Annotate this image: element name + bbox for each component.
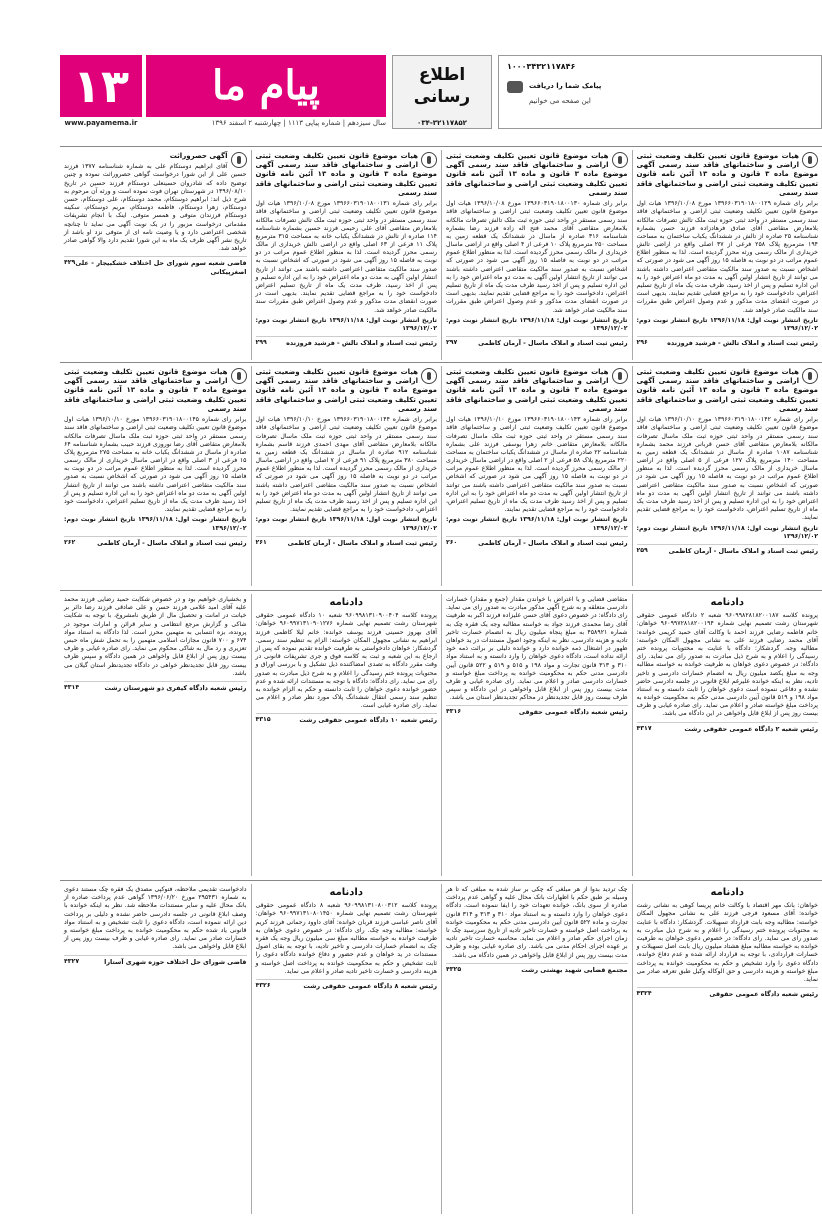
judiciary-emblem-icon	[421, 152, 437, 168]
notice-footer	[64, 256, 247, 276]
notice-code: ۴۳۲۷	[64, 957, 80, 965]
row1-notice	[441, 150, 632, 360]
notice-footer	[446, 536, 628, 547]
notice-code: ۲۶۰	[446, 538, 458, 546]
notice-code: ۴۳۱۴	[64, 683, 80, 691]
notice-code: ۴۳۲۶	[255, 981, 271, 989]
row3-notice	[251, 594, 442, 876]
row2-notice	[60, 366, 251, 586]
row4-notice	[251, 884, 442, 1214]
notice-body: آقای ابراهیم دوستکام علی به شماره شناسنامه ۱۳۷۷ فرزند حسین علی از این شورا درخواست گواهی حصروراثت نموده و چنین توضیح داده که شادروان حسینعلی دوستکام فرزند حسین در تاریخ ۱۳۹۶/۰۸/۱۰ در شهرستان تهران فوت نموده است و ورثه آن مرحوم به شرح ذیل اند: ابراهیم دوستکام، محمد دوستکام، علی دوستکام، حسن دوستکام، زهرا دوستکام، فاطمه دوستکام، مریم دوستکام، سکینه دوستکام فرزندان متوفی و همسر متوفی. اینک با انجام تشریفات مقدماتی درخواست مزبور را در یک نوبت آگهی می نماید تا چنانچه شخصی اعتراضی دارد و یا وصیت نامه ای از متوفی نزد او باشد از تاریخ نشر آگهی ظرف یک ماه به این شورا تقدیم دارد والا گواهی صادر خواهد شد.	[64, 163, 247, 253]
signatory: رئیس ثبت اسناد و املاک تالش - فرشید فروزنده	[286, 339, 437, 348]
publish-dates: تاریخ انتشار نوبت اول: ۱۳۹۶/۱۱/۱۸ تاریخ انتشار نوبت دوم: ۱۳۹۶/۱۲/۰۲	[636, 316, 818, 332]
signatory: رئیس شعبه ۱۰ دادگاه عمومی حقوقی رشت	[299, 716, 437, 725]
divider	[60, 146, 822, 147]
signatory: رئیس ثبت اسناد و املاک ماسال - آرمان کاظمی	[478, 339, 628, 348]
newspaper-logo: پیام ما	[146, 55, 386, 117]
signatory: رئیس شعبه دادگاه عمومی حقوقی	[709, 990, 818, 999]
notice-footer	[256, 713, 438, 724]
sms-line	[507, 81, 813, 93]
notice-title: هیات موضوع قانون تعیین تکلیف وضعیت ثبتی اراضی و ساختمانهای فاقد سند رسمی آگهی موضوع ماده ۳ قانون و ماده ۱۳ آئین نامه قانون تعیین تکلیف وضعیت ثبتی اراضی و ساختمانهای فاقد سند رسمی	[255, 152, 437, 197]
judiciary-emblem-icon	[421, 368, 437, 384]
row2-notice	[441, 366, 632, 586]
signatory: رئیس ثبت اسناد و املاک ماسال - آرمان کاظمی	[668, 546, 818, 555]
page-number: ۱۳	[60, 55, 142, 117]
sms-subtitle: این صفحه می خوانیم	[529, 96, 591, 105]
notice-body: برابر رای شماره ۱۳۹۶۶۰۳۱۹۰۱۸۰۰۱۳۰ مورخ ۱۳۹۶/۱۰/۰۸ هیات اول موضوع قانون تعیین تکلیف وضعیت ثبتی اراضی و ساختمانهای فاقد سند رسمی مستقر در واحد ثبتی حوزه ثبت ملک تالش تصرفات مالکانه بلامعارض متقاضی آقای محمد فتح اله زاده فرزند رضا بشماره شناسنامه ۳۱۶ صادره از ماسال در ششدانگ یک قطعه زمین به مساحت ۲۵۰ مترمربع پلاک ۱۰ فرعی از ۴ اصلی واقع در اراضی ماسال خریداری از مالک رسمی محرز گردیده است. لذا به منظور اطلاع عموم مراتب در دو نوبت به فاصله ۱۵ روز آگهی می شود در صورتی که اشخاص نسبت به صدور سند مالکیت متقاضی اعتراضی داشته باشند می توانند از تاریخ انتشار اولین آگهی به مدت دو ماه اعتراض خود را به این اداره تسلیم و پس از اخذ رسید ظرف مدت یک ماه از تاریخ تسلیم اعتراض، دادخواست خود را به مراجع قضایی تقدیم نمایند. بدیهی است در صورت انقضای مدت مذکور و عدم وصول اعتراض طبق مقررات سند مالکیت صادر خواهد شد.	[446, 200, 628, 314]
notice-heading: دادنامه	[710, 597, 744, 608]
notice-footer	[256, 979, 438, 990]
row1-notice	[632, 150, 822, 360]
notice-footer	[256, 336, 438, 347]
notice-body: برابر رای شماره ۱۳۹۶۶۰۳۱۹۰۱۸۰۰۱۴۴ مورخ ۱۳۹۶/۱۰/۱۰ هیات اول موضوع قانون تعیین تکلیف وضعیت ثبتی اراضی و ساختمانهای فاقد سند رسمی مستقر در واحد ثبتی حوزه ثبت ملک ماسال تصرفات مالکانه بلامعارض متقاضی آقای مهدی احمدی فرزند قاسم بشماره شناسنامه ۹۱۲ صادره از ماسال در ششدانگ یک قطعه زمین به مساحت ۳۸۰ مترمربع پلاک ۹۱ فرعی از ۷ اصلی واقع در اراضی ماسال خریداری از مالک رسمی محرز گردیده است. لذا به منظور اطلاع عموم مراتب در دو نوبت به فاصله ۱۵ روز آگهی می شود در صورتی که اشخاص نسبت به صدور سند مالکیت متقاضی اعتراضی داشته باشند می توانند از تاریخ انتشار اولین آگهی به مدت دو ماه اعتراض خود را به این اداره تسلیم و پس از اخذ رسید ظرف مدت یک ماه از تاریخ تسلیم اعتراض، دادخواست خود را به مراجع قضایی تقدیم نمایند.	[255, 416, 437, 514]
judiciary-emblem-icon	[802, 368, 818, 384]
notice-body: برابر رای شماره ۱۳۹۶۶۰۳۱۹۰۱۸۰۰۱۳۱ مورخ ۱۳۹۶/۱۰/۰۸ هیات اول موضوع قانون تعیین تکلیف وضعیت ثبتی اراضی و ساختمانهای فاقد سند رسمی مستقر در واحد ثبتی حوزه ثبت ملک تالش تصرفات مالکانه بلامعارض متقاضی آقای علی رحیمی فرزند حسین بشماره شناسنامه ۱۱۴ صادره از تالش در ششدانگ یکباب خانه به مساحت ۳۱۵ مترمربع پلاک ۱۱ فرعی از ۶۳ اصلی واقع در اراضی تالش خریداری از مالک رسمی محرز گردیده است. لذا به منظور اطلاع عموم مراتب در دو نوبت به فاصله ۱۵ روز آگهی می شود در صورتی که اشخاص نسبت به صدور سند مالکیت متقاضی اعتراضی داشته باشند می توانند از تاریخ انتشار اولین آگهی به مدت دو ماه اعتراض خود را به این اداره تسلیم و پس از اخذ رسید، ظرف مدت یک ماه از تاریخ تسلیم اعتراض دادخواست خود را به مراجع قضایی تقدیم نمایند. بدیهی است در صورت انقضای مدت مذکور و عدم وصول اعتراض طبق مقررات سند مالکیت صادر خواهد شد.	[255, 200, 437, 314]
row1-notice	[60, 150, 251, 360]
notice-title: هیات موضوع قانون تعیین تکلیف وضعیت ثبتی اراضی و ساختمانهای فاقد سند رسمی آگهی موضوع ماده ۳ قانون و ماده ۱۳ آئین نامه قانون تعیین تکلیف وضعیت ثبتی اراضی و ساختمانهای فاقد سند رسمی	[636, 152, 818, 197]
notice-code: ۲۹۷	[446, 339, 458, 347]
message-icon	[507, 81, 523, 93]
signatory: مجتمع قضایی شهید بهشتی رشت	[521, 965, 628, 974]
signatory: رئیس شعبه ۸ دادگاه عمومی حقوقی رشت	[303, 981, 437, 990]
notice-code: ۴۳۲۴	[636, 990, 652, 998]
notice-code: ۲۹۹	[255, 339, 267, 347]
signatory: رئیس شعبه ۲ دادگاه عمومی حقوقی رشت	[684, 724, 818, 733]
notice-title: هیات موضوع قانون تعیین تکلیف وضعیت ثبتی اراضی و ساختمانهای فاقد سند رسمی آگهی موضوع ماده ۳ قانون و ماده ۱۳ آئین نامه قانون تعیین تکلیف وضعیت ثبتی اراضی و ساختمانهای فاقد سند رسمی	[636, 368, 818, 413]
judiciary-emblem-icon	[802, 152, 818, 168]
signatory: رئیس شعبه دادگاه عمومی حقوقی	[518, 708, 628, 717]
sms-label: پیامک شما را دریافت	[529, 81, 602, 90]
notice-heading: دادنامه	[710, 887, 744, 898]
notice-code: ۴۳۱۶	[446, 708, 462, 716]
notice-body: خواهان: بانک مهر اقتصاد با وکالت خانم پریسا کوهی به نشانی رشت خوانده: آقای مسعود فرجی فرزند علی به نشانی مجهول المکان خواسته: مطالبه وجه بابت قرارداد تسهیلات. گردشکار: دادگاه با عنایت به محتویات پرونده ختم رسیدگی را اعلام و به شرح ذیل مبادرت به صدور رای می نماید. رای دادگاه: در خصوص دعوی خواهان به طرفیت خوانده به خواسته مطالبه مبلغ هشتاد میلیون ریال بابت اصل تسهیلات و خسارات قراردادی، با توجه به قرارداد ارائه شده و عدم دفاع خوانده، دادگاه دعوی را وارد تشخیص و حکم به محکومیت خوانده به پرداخت مبلغ خواسته و هزینه دادرسی و حق الوکاله وکیل طبق تعرفه صادر می نماید.	[636, 902, 818, 983]
notice-code: ۲۶۲	[64, 538, 76, 546]
signatory: رئیس ثبت اسناد و املاک ماسال - آرمان کاظمی	[97, 538, 247, 547]
notice-heading: دادنامه	[329, 887, 363, 898]
notice-footer	[446, 336, 628, 347]
divider	[60, 880, 822, 881]
signatory: رئیس ثبت اسناد و املاک ماسال - آرمان کاظمی	[478, 538, 628, 547]
notice-title: هیات موضوع قانون تعیین تکلیف وضعیت ثبتی اراضی و ساختمانهای فاقد سند رسمی آگهی موضوع ماده ۳ قانون و ماده ۱۳ آئین نامه قانون تعیین تکلیف وضعیت ثبتی اراضی و ساختمانهای فاقد سند رسمی	[446, 152, 628, 197]
notices-row-1	[60, 150, 822, 360]
notice-title: هیات موضوع قانون تعیین تکلیف وضعیت ثبتی اراضی و ساختمانهای فاقد سند رسمی آگهی موضوع ماده ۳ قانون و ماده ۱۳ آئین نامه قانون تعیین تکلیف وضعیت ثبتی اراضی و ساختمانهای فاقد سند رسمی	[64, 368, 247, 413]
publish-dates: تاریخ انتشار نوبت اول: ۱۳۹۶/۱۱/۱۸ تاریخ انتشار نوبت دوم: ۱۳۹۶/۱۲/۰۲	[446, 516, 628, 532]
row4-notice	[441, 884, 632, 1214]
notices-row-2	[60, 366, 822, 586]
notice-code: ۴۲۹	[64, 259, 76, 267]
row3-notice	[441, 594, 632, 876]
row4-notice	[632, 884, 822, 1214]
notice-footer	[446, 963, 628, 974]
publish-dates: تاریخ انتشار نوبت اول: ۱۳۹۶/۱۱/۱۸ تاریخ انتشار نوبت دوم: ۱۳۹۶/۱۲/۰۲	[255, 516, 437, 532]
notice-body: برابر رای شماره ۱۳۹۶۶۰۳۱۹۰۱۸۰۰۱۴۲ مورخ ۱۳۹۶/۱۰/۱۰ هیات اول موضوع قانون تعیین تکلیف وضعیت ثبتی اراضی و ساختمانهای فاقد سند رسمی مستقر در واحد ثبتی حوزه ثبت ملک ماسال تصرفات مالکانه بلامعارض متقاضی آقای حسن قربانی فرزند محمد بشماره شناسنامه ۱۰۸۷ صادره از ماسال در ششدانگ یک قطعه زمین به مساحت ۱۴۰ مترمربع پلاک ۱۲۷ فرعی از ۵ اصلی واقع در اراضی ماسال خریداری از مالک رسمی محرز گردیده است. لذا به منظور اطلاع عموم مراتب در دو نوبت به فاصله ۱۵ روز آگهی می شود در صورتی که اشخاص نسبت به صدور سند مالکیت متقاضی اعتراضی داشته باشند می توانند از تاریخ انتشار اولین آگهی به مدت دو ماه اعتراض خود را به این اداره تسلیم و پس از اخذ رسید ظرف مدت یک ماه از تاریخ تسلیم اعتراض، دادخواست خود را به مراجع قضایی تقدیم نمایند.	[636, 416, 818, 522]
notice-footer	[637, 336, 819, 347]
notice-body: برابر رای شماره ۱۳۹۶۶۰۳۱۹۰۱۸۰۰۱۴۳ مورخ ۱۳۹۶/۱۰/۱۰ هیات اول موضوع قانون تعیین تکلیف وضعیت ثبتی اراضی و ساختمانهای فاقد سند رسمی مستقر در واحد ثبتی حوزه ثبت ملک ماسال تصرفات مالکانه بلامعارض متقاضی خانم زهرا یوسفی فرزند علی بشماره شناسنامه ۲۲ صادره از ماسال در ششدانگ یکباب ساختمان به مساحت ۲۲۰ مترمربع پلاک ۵۸ فرعی از ۲ اصلی واقع در اراضی ماسال خریداری از مالک رسمی محرز گردیده است. لذا به منظور اطلاع عموم مراتب در دو نوبت به فاصله ۱۵ روز آگهی می شود در صورتی که اشخاص نسبت به صدور سند مالکیت متقاضی اعتراضی داشته باشند می توانند از تاریخ انتشار اولین آگهی به مدت دو ماه اعتراض خود را به این اداره تسلیم و پس از اخذ رسید ظرف مدت یک ماه از تاریخ تسلیم اعتراض، دادخواست خود را به مراجع قضایی تقدیم نمایند.	[446, 416, 628, 514]
page-header	[60, 55, 822, 130]
signatory: قاضی شورای حل اختلاف حوزه شهری آستارا	[104, 957, 247, 966]
sms-box	[498, 55, 822, 129]
publish-dates: تاریخ انتشار نوبت اول: ۱۳۹۶/۱۱/۱۸ تاریخ انتشار نوبت دوم: ۱۳۹۶/۱۲/۰۲	[446, 316, 628, 332]
row1-notice	[251, 150, 442, 360]
notice-body: برابر رای شماره ۱۳۹۶۶۰۳۱۹۰۱۸۰۰۱۴۵ مورخ ۱۳۹۶/۱۰/۱۰ هیات اول موضوع قانون تعیین تکلیف وضعیت ثبتی اراضی و ساختمانهای فاقد سند رسمی مستقر در واحد ثبتی حوزه ثبت ملک ماسال تصرفات مالکانه بلامعارض متقاضی آقای رضا نوروزی فرزند حبیب بشماره شناسنامه ۶۴ صادره از ماسال در ششدانگ یکباب خانه به مساحت ۲۷۵ مترمربع پلاک ۱۵ فرعی از ۳ اصلی واقع در اراضی ماسال خریداری از مالک رسمی محرز گردیده است. لذا به منظور اطلاع عموم مراتب در دو نوبت به فاصله ۱۵ روز آگهی می شود در صورتی که اشخاص نسبت به صدور سند مالکیت متقاضی اعتراضی داشته باشند می توانند از تاریخ انتشار اولین آگهی به مدت دو ماه اعتراض خود را به این اداره تسلیم و پس از اخذ رسید ظرف مدت یک ماه از تاریخ تسلیم اعتراض، دادخواست خود را به مراجع قضایی تقدیم نمایند.	[64, 416, 247, 514]
notice-code: ۴۳۲۵	[446, 965, 462, 973]
judiciary-emblem-icon	[612, 368, 628, 384]
row2-notice	[632, 366, 822, 586]
notice-body: برابر رای شماره ۱۳۹۶۶۰۳۱۹۰۱۸۰۰۱۲۹ مورخ ۱۳۹۶/۱۰/۰۸ هیات اول موضوع قانون تعیین تکلیف وضعیت ثبتی اراضی و ساختمانهای فاقد سند رسمی مستقر در واحد ثبتی حوزه ثبت ملک تالش تصرفات مالکانه بلامعارض متقاضی آقای صادق فرهادزاده فرزند حسن بشماره شناسنامه ۲۵ صادره از تالش در ششدانگ یکباب ساختمان به مساحت ۱۹۴ مترمربع پلاک ۲۵۸ فرعی از ۳۷ اصلی واقع در اراضی تالش خریداری از مالک رسمی ورثه محرز گردیده است. لذا به منظور اطلاع عموم مراتب در دو نوبت به فاصله ۱۵ روز آگهی می شود در صورتی که اشخاص نسبت به صدور سند مالکیت متقاضی اعتراضی داشته باشند می توانند از تاریخ انتشار اولین آگهی به مدت دو ماه اعتراض خود را به این اداره تسلیم و پس از اخذ رسید، ظرف مدت یک ماه از تاریخ تسلیم اعتراض، دادخواست خود را به مراجع قضایی تقدیم نمایند. بدیهی است در صورت انقضای مدت مذکور و عدم وصول اعتراض طبق مقررات سند مالکیت صادر خواهد شد.	[636, 200, 819, 314]
judiciary-emblem-icon	[231, 368, 247, 384]
publish-dates: تاریخ انتشار نوبت اول: ۱۳۹۶/۱۱/۱۸ تاریخ انتشار نوبت دوم: ۱۳۹۶/۱۲/۰۲	[255, 316, 437, 332]
divider	[60, 362, 822, 363]
sms-number: ۱۰۰۰۳۴۳۲۱۱۷۸۴۶	[507, 62, 576, 71]
ettelaat-title: اطلاع رسانی	[413, 65, 471, 108]
notice-body: پرونده کلاسه ۹۶۰۹۹۸۱۳۱۰۹۰۰۴۰۴ شعبه ۱۰ دادگاه عمومی حقوقی شهرستان رشت تصمیم نهایی شماره ۹۶۰۹۹۷۱۳۱۰۹۰۱۲۷۶ خواهان: آقای بهروز حسینی فرزند یوسف خوانده: خانم لیلا کاظمی فرزند ابراهیم به نشانی مجهول المکان خواسته: الزام به تنظیم سند رسمی. گردشکار: خواهان دادخواستی به طرفیت خوانده تقدیم نموده که پس از ارجاع به این شعبه و ثبت به کلاسه فوق و جری تشریفات قانونی در وقت مقرر دادگاه به تصدی امضاکننده ذیل تشکیل و با بررسی اوراق و محتویات پرونده ختم رسیدگی را اعلام و به شرح ذیل مبادرت به صدور رای می نماید. رای دادگاه: دادگاه با توجه به مستندات ارائه شده و عدم حضور خوانده دعوی خواهان را ثابت دانسته و حکم به الزام خوانده به تنظیم سند رسمی انتقال ششدانگ پلاک مورد نظر صادر و اعلام می نماید. رای صادره غیابی است.	[255, 612, 437, 710]
signatory: قاضی شعبه سوم شورای حل اختلاف خشکبیجار - علی اصغرپیکانی	[75, 259, 247, 276]
notice-heading: دادنامه	[329, 597, 363, 608]
notice-code: ۲۵۹	[636, 546, 648, 554]
ettelaat-phone: ۰۳۴-۳۲۱۱۷۸۵۲	[417, 118, 467, 127]
judiciary-emblem-icon	[612, 152, 628, 168]
notice-body: دادخواست تقدیمی ملاحظه، فتوکپی مصدق یک فقره چک مستند دعوی به شماره ۲۹۵۴۳۱ مورخ ۱۳۹۶/۰۶/۲۰ گواهی عدم پرداخت صادره از بانک محال علیه و سایر مستندات ملاحظه شد. نظر به اینکه خوانده با وصف ابلاغ قانونی در جلسه دادرسی حاضر نشده و دلیلی بر پرداخت دین ارائه ننموده است، دادگاه دعوی را ثابت تشخیص و به استناد مواد قانونی یاد شده حکم به محکومیت خوانده به پرداخت مبلغ خواسته و خسارات صادر می نماید. رای صادره غیابی و ظرف بیست روز پس از ابلاغ قابل واخواهی می باشد.	[64, 886, 247, 951]
notice-code: ۲۹۶	[636, 339, 648, 347]
row4-notice	[60, 884, 251, 1214]
rulings-row-3	[60, 594, 822, 876]
notice-footer	[64, 955, 247, 966]
notice-body: و بخشیاری خواهیم بود و در خصوص شکایت حمید رضایی فرزند محمد علیه آقای امید غلامی فرزند حسن و علی صادقی فرزند رضا دائر بر خیانت در امانت و تحصیل مال از طریق نامشروع، با توجه به شکایت شاکی و گزارش مرجع انتظامی و سایر قرائن و امارات موجود در پرونده، بزه انتسابی به متهمین محرز است. لذا دادگاه به استناد مواد ۶۷۴ و ۷۰۰ قانون مجازات اسلامی متهمین را به تحمل شش ماه حبس تعزیری و رد مال به شاکی محکوم می نماید. رای صادره غیابی و ظرف بیست روز پس از ابلاغ قابل واخواهی در همین دادگاه و سپس ظرف بیست روز قابل تجدیدنظر خواهی در دادگاه تجدیدنظر استان گیلان می باشد.	[64, 596, 247, 677]
notice-footer	[64, 681, 247, 692]
notice-body: متقاضی قضایی و یا اعتراض با خواندن مقدار (جمع و مقدار) خسارات دادرسی متعلقه و به شرح آگهی مذکور مبادرت به صدور رای می نماید. رای دادگاه: در خصوص دعوی آقای حسن علیزاده فرزند اکبر به طرفیت آقای رضا محمدی فرزند جواد به خواسته مطالبه وجه یک فقره چک به شماره ۴۵۸۹۲۱ به مبلغ پنجاه میلیون ریال به انضمام خسارت تاخیر تادیه و هزینه دادرسی، نظر به اینکه وجود اصول مستندات در ید خواهان ظهور در اشتغال ذمه خوانده دارد و خوانده دلیلی بر برائت ذمه خود ارائه نداده است، دادگاه دعوی خواهان را وارد دانسته و به استناد مواد ۳۱۰ و ۳۱۳ قانون تجارت و مواد ۱۹۸ و ۵۱۵ و ۵۱۹ و ۵۲۲ قانون آیین دادرسی مدنی حکم به محکومیت خوانده به پرداخت مبلغ خواسته و خسارات دادرسی صادر و اعلام می نماید. رای صادره غیابی و ظرف مدت بیست روز پس از ابلاغ قابل واخواهی در این دادگاه و سپس ظرف بیست روز قابل تجدیدنظر در محاکم تجدیدنظر استان می باشد.	[446, 596, 628, 702]
signatory: رئیس ثبت اسناد و املاک تالش - فرشید فروزنده	[667, 339, 818, 348]
notice-footer	[637, 987, 819, 998]
signatory: رئیس شعبه دادگاه کیفری دو شهرستان رشت	[104, 683, 247, 692]
notice-title: هیات موضوع قانون تعیین تکلیف وضعیت ثبتی اراضی و ساختمانهای فاقد سند رسمی آگهی موضوع ماده ۳ قانون و ماده ۱۳ آئین نامه قانون تعیین تکلیف وضعیت ثبتی اراضی و ساختمانهای فاقد سند رسمی	[446, 368, 628, 413]
publish-dates: تاریخ انتشار نوبت اول: ۱۳۹۶/۱۱/۱۸ تاریخ انتشار نوبت دوم: ۱۳۹۶/۱۲/۰۲	[64, 516, 247, 532]
notice-code: ۴۳۱۵	[255, 716, 271, 724]
rulings-row-4	[60, 884, 822, 1214]
row3-notice	[60, 594, 251, 876]
issue-line: سال سیزدهم | شماره پیاپی ۱۱۱۳ | چهارشنبه ۲ اسفند ۱۳۹۶	[211, 119, 386, 127]
notice-title: هیات موضوع قانون تعیین تکلیف وضعیت ثبتی اراضی و ساختمانهای فاقد سند رسمی آگهی موضوع ماده ۳ قانون و ماده ۱۳ آئین نامه قانون تعیین تکلیف وضعیت ثبتی اراضی و ساختمانهای فاقد سند رسمی	[255, 368, 437, 413]
notice-body: پرونده کلاسه ۹۶۰۹۹۸۲۸۱۸۲۰۰۱۸۷ شعبه ۲ دادگاه عمومی حقوقی شهرستان رشت تصمیم نهایی شماره ۹۶۰۹۹۷۲۸۱۸۲۰۰۱۹۴ خواهان: خانم فاطمه رضایی فرزند احمد با وکالت آقای حمید کریمی خوانده: آقای محمد رضایی فرزند علی به نشانی مجهول المکان خواسته: مطالبه وجه. گردشکار: دادگاه با عنایت به محتویات پرونده ختم رسیدگی را اعلام و به شرح ذیل مبادرت به صدور رای می نماید. رای دادگاه: در خصوص دعوی خواهان به طرفیت خوانده به خواسته مطالبه وجه به مبلغ یکصد میلیون ریال به انضمام خسارات دادرسی و تاخیر تادیه، نظر به اینکه خوانده علیرغم ابلاغ قانونی در جلسه دادرسی حاضر نشده و دفاعی ننموده است دعوی خواهان را ثابت دانسته و به استناد مواد ۱۹۸ و ۵۱۹ قانون آیین دادرسی مدنی حکم به محکومیت خوانده به پرداخت مبلغ خواسته صادر و اعلام می نماید. رای صادره غیابی و ظرف بیست روز پس از ابلاغ قابل واخواهی در این دادگاه می باشد.	[636, 612, 818, 718]
notice-footer	[446, 705, 628, 716]
notice-code: ۲۶۱	[255, 538, 267, 546]
notice-footer	[256, 536, 438, 547]
website-url[interactable]: www.payamema.ir	[64, 119, 138, 127]
notice-body: پرونده کلاسه ۹۶۰۹۹۸۱۳۱۰۸۰۰۳۱۲ شعبه ۸ دادگاه عمومی حقوقی شهرستان رشت تصمیم نهایی شماره ۹۶۰۹۹۷۱۳۱۰۸۰۱۴۵۰ خواهان: آقای ناصر عباسی فرزند قربان خوانده: آقای داوود رحمانی فرزند کریم خواسته: مطالبه وجه چک. رای دادگاه: در خصوص دعوی خواهان به طرفیت خوانده به خواسته مطالبه مبلغ سی میلیون ریال وجه یک فقره چک به انضمام خسارات دادرسی و تاخیر تادیه، با توجه به بقای اصول مستندات در ید خواهان و عدم حضور و دفاع خوانده دادگاه دعوی را ثابت تشخیص و حکم به محکومیت خوانده به پرداخت اصل خواسته و هزینه دادرسی و خسارت تاخیر تادیه صادر و اعلام می نماید.	[255, 902, 437, 975]
notice-footer	[637, 544, 819, 555]
row3-notice	[632, 594, 822, 876]
notice-code: ۴۳۱۷	[636, 724, 652, 732]
divider	[60, 590, 822, 591]
row2-notice	[251, 366, 442, 586]
publish-dates: تاریخ انتشار نوبت اول: ۱۳۹۶/۱۱/۱۸ تاریخ انتشار نوبت دوم: ۱۳۹۶/۱۲/۰۲	[636, 524, 818, 540]
notice-footer	[64, 536, 247, 547]
signatory: رئیس ثبت اسناد و املاک ماسال - آرمان کاظمی	[287, 538, 437, 547]
notice-footer	[637, 722, 819, 733]
ettelaat-box	[392, 55, 492, 129]
notice-body: چک تردید بدوا از هر مبلغی که چکی بر ساز شده به مبلغی که تا هر وسیله بر طبق حکم با اظهارات بانک محال علیه و گواهی عدم پرداخت صادره از سوی بانک، خوانده تعهدات خود را ایفا ننموده است. دادگاه دعوی خواهان را وارد دانسته و به استناد مواد ۳۱۰ و ۳۱۳ و ۳۱۴ قانون تجارت و ماده ۵۲۲ قانون آیین دادرسی مدنی حکم به محکومیت خوانده به پرداخت اصل خواسته و خسارت تاخیر تادیه از تاریخ سررسید چک تا زمان اجرای حکم صادر و اعلام می نماید. محاسبه خسارت تاخیر تادیه بر عهده اجرای احکام مدنی می باشد. رای صادره غیابی بوده و ظرف مدت بیست روز پس از ابلاغ قابل واخواهی در همین دادگاه می باشد.	[446, 886, 628, 959]
judiciary-emblem-icon	[231, 152, 247, 168]
notice-title: آگهی حصروراثت	[169, 152, 228, 160]
